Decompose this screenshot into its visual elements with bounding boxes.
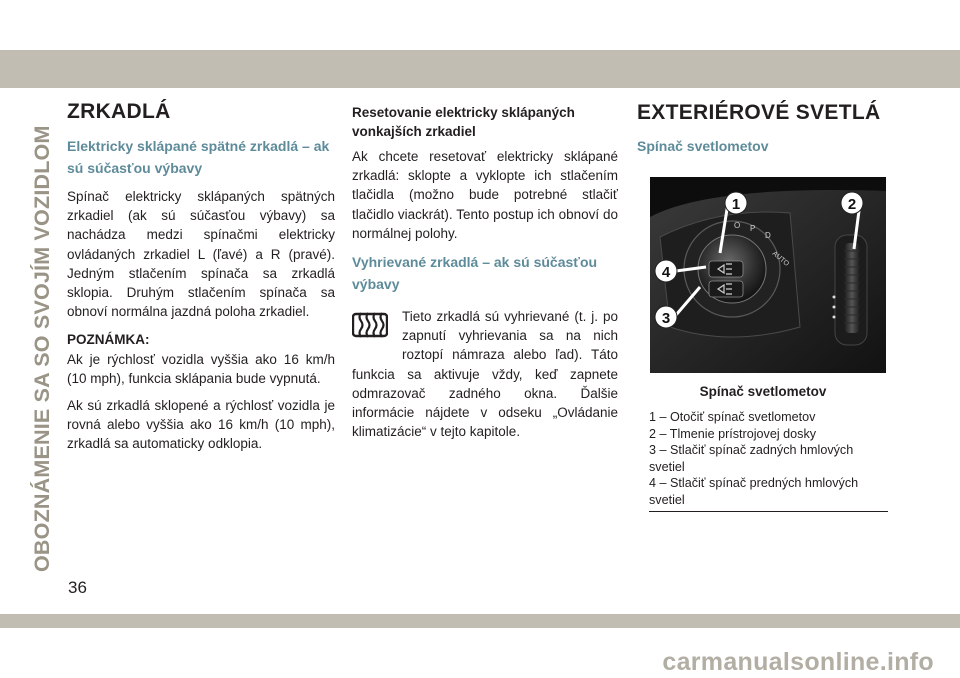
chapter-side-title: OBOZNÁMENIE SA SO SVOJÍM VOZIDLOM xyxy=(30,125,54,572)
page-number: 36 xyxy=(68,578,87,597)
callout-2 xyxy=(841,192,863,214)
knob-label-off: O xyxy=(734,221,741,230)
heated-mirrors-block xyxy=(352,307,618,441)
callout-4 xyxy=(655,260,677,282)
legend-item-1: 1 – Otočiť spínač svetlometov xyxy=(649,410,816,424)
note-label: POZNÁMKA: xyxy=(67,332,150,348)
subsection-title-heated-mirrors: Vyhrievané zrkadlá – ak sú súčasťou výbavy xyxy=(352,254,598,293)
column-mirrors xyxy=(67,100,335,454)
callout-1 xyxy=(725,192,747,214)
paragraph-folding: Spínač elektricky sklápaných spätných zrkadiel (ak sú súčasťou výbavy) sa nachádza medzi spínačmi elektricky ovládaných zrkadiel L (ľavé) a R (pravé). Jedným stlačením spínača sa zrkadlá sklopia. Druhým stlačením spínača sa obnoví normálna jazdná poloha zrkadiel. xyxy=(67,189,335,320)
section-title-mirrors: ZRKADLÁ xyxy=(67,100,171,123)
callout-1-label: 1 xyxy=(731,196,741,213)
watermark: carmanualsonline.info xyxy=(662,648,934,676)
callout-4-label: 4 xyxy=(661,264,671,281)
callout-3 xyxy=(655,306,677,328)
note-block xyxy=(67,330,335,388)
legend-item-4: 4 – Stlačiť spínač predných hmlových svetiel xyxy=(649,476,859,507)
headlight-switch-illustration xyxy=(650,177,886,373)
legend-item-3: 3 – Stlačiť spínač zadných hmlových svetiel xyxy=(649,443,854,474)
note-text: Ak je rýchlosť vozidla vyššia ako 16 km/h (10 mph), funkcia sklápania bude vypnutá. xyxy=(67,351,335,386)
paragraph-reset: Ak chcete resetovať elektricky sklápané zrkadlá: sklopte a vyklopte ich stlačením tlačidla (možno bude potrebné stlačiť tlačidlo viackrát). Tento postup ich obnoví do normálnej polohy. xyxy=(352,149,618,241)
legend-divider xyxy=(649,511,888,512)
paragraph-auto-unfold: Ak sú zrkadlá sklopené a rýchlosť vozidla je rovná alebo vyššia ako 16 km/h (10 mph), zrkadlá sa automaticky odklopia. xyxy=(67,398,335,452)
headlight-switch-photo xyxy=(650,177,886,373)
knob-label-park: P xyxy=(750,224,756,233)
subsection-title-reset: Resetovanie elektricky sklápaných vonkajších zrkadiel xyxy=(352,105,575,139)
section-title-exterior-lights: EXTERIÉROVÉ SVETLÁ xyxy=(637,101,881,124)
knob-label-headlamp: D xyxy=(765,231,771,240)
callout-3-label: 3 xyxy=(661,310,671,327)
legend-item-2: 2 – Tlmenie prístrojovej dosky xyxy=(649,426,817,441)
subsection-title-headlight-switch: Spínač svetlometov xyxy=(637,138,769,154)
rear-defrost-icon xyxy=(352,309,388,345)
paragraph-heated-mirrors: Tieto zrkadlá sú vyhrievané (t. j. po zapnutí vyhrievania sa na nich roztopí námraza alebo ľad). Táto funkcia sa aktivuje vždy, keď zapnete odmrazovač zadného okna. Ďalšie informácie nájdete v odseku „Ovládanie klimatizácie“ v tejto kapitole. xyxy=(352,309,618,440)
subsection-title-power-folding: Elektricky sklápané spätné zrkadlá – ak sú súčasťou výbavy xyxy=(67,138,330,176)
header-band xyxy=(0,50,960,88)
figure-caption-title: Spínač svetlometov xyxy=(699,384,827,399)
callout-2-label: 2 xyxy=(847,196,857,213)
footer-band xyxy=(0,614,960,628)
figure-legend xyxy=(637,409,889,508)
column-exterior-lights xyxy=(637,100,889,512)
knob-label-auto: AUTO xyxy=(770,250,791,268)
column-reset-heated xyxy=(352,103,618,441)
